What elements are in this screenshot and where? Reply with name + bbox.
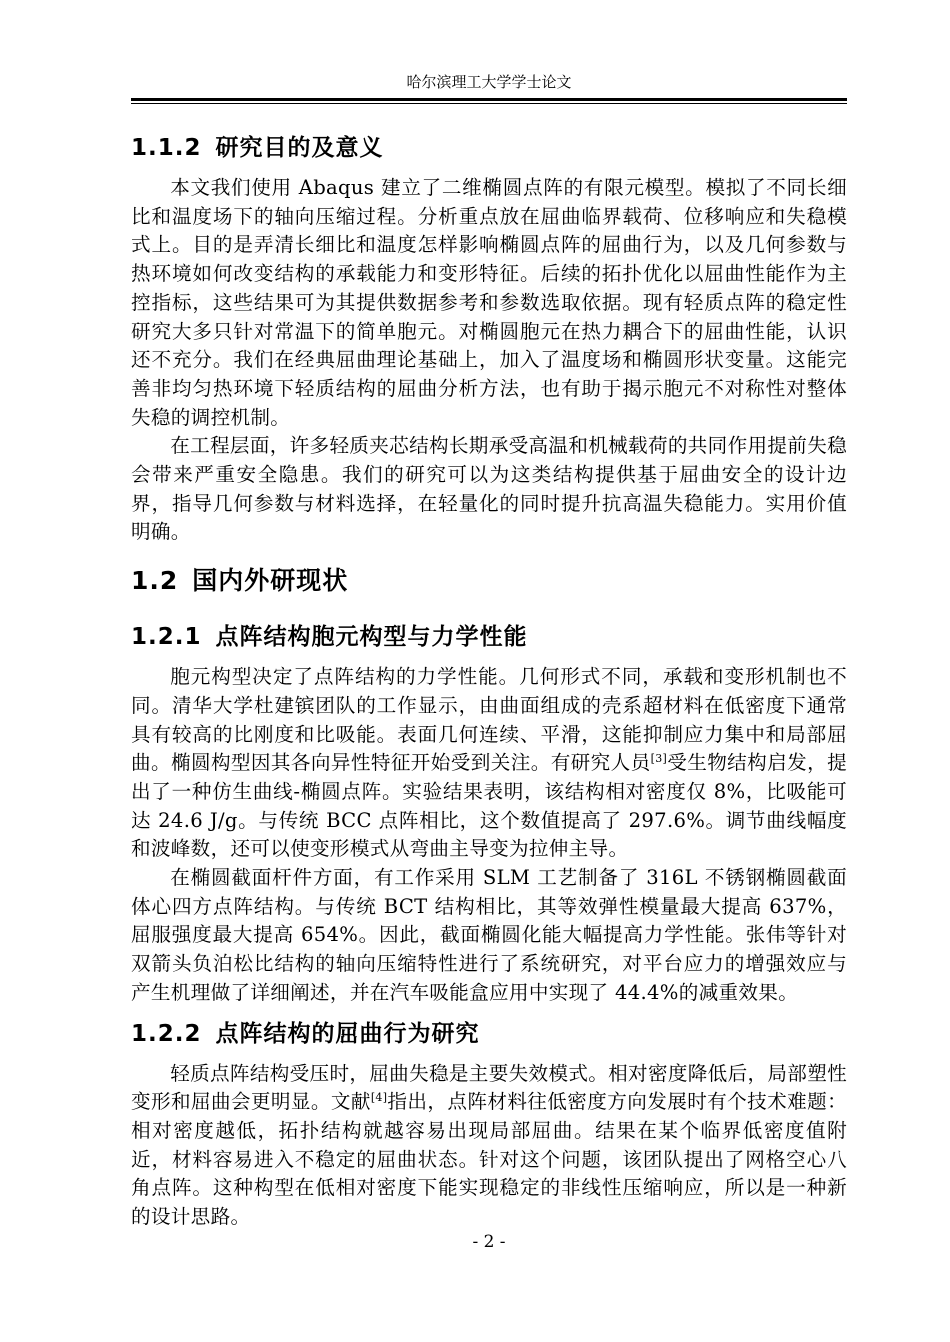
section-number: 1.2 bbox=[131, 566, 179, 596]
running-header: 哈尔滨理工大学学士论文 bbox=[406, 73, 572, 91]
paragraph-text: 指出，点阵材料往低密度方向发展时有个技术难题：相对密度越低，拓扑结构就越容易出现局部屈曲。结果在某个临界低密度值附近，材料容易进入不稳定的屈曲状态。针对这个问题，该团队提出了网格空心八角点阵。这种构型在低相对密度下能实现稳定的非线性压缩响应，所以是一种新的设计思路。 bbox=[131, 1090, 847, 1229]
citation-ref: [4] bbox=[370, 1091, 388, 1105]
paragraph-text: 胞元构型决定了点阵结构的力学性能。几何形式不同，承载和变形机制也不同。清华大学杜建镔团队的工作显示，由曲面组成的壳系超材料在低密度下通常具有较高的比刚度和比吸能。表面几何连续、平滑，这能抑制应力集中和局部屈曲。椭圆构型因其各向异性特征开始受到关注。有研究人员 bbox=[131, 665, 847, 775]
paragraph: 本文我们使用 Abaqus 建立了二维椭圆点阵的有限元模型。模拟了不同长细比和温度场下的轴向压缩过程。分析重点放在屈曲临界载荷、位移响应和失稳模式上。目的是弄清长细比和温度怎样影响椭圆点阵的屈曲行为，以及几何参数与热环境如何改变结构的承载能力和变形特征。后续的拓扑优化以屈曲性能作为主控指标，这些结果可为其提供数据参考和参数选取依据。现有轻质点阵的稳定性研究大多只针对常温下的简单胞元。对椭圆胞元在热力耦合下的屈曲性能，认识还不充分。我们在经典屈曲理论基础上，加入了温度场和椭圆形状变量。这能完善非均匀热环境下轻质结构的屈曲分析方法，也有助于揭示胞元不对称性对整体失稳的调控机制。 bbox=[131, 176, 847, 429]
section-number: 1.2.1 bbox=[131, 624, 202, 651]
paragraph: 在工程层面，许多轻质夹芯结构长期承受高温和机械载荷的共同作用提前失稳会带来严重安全隐患。我们的研究可以为这类结构提供基于屈曲安全的设计边界，指导几何参数与材料选择，在轻量化的同时提升抗高温失稳能力。实用价值明确。 bbox=[131, 434, 847, 544]
section-number: 1.2.2 bbox=[131, 1020, 202, 1047]
section-heading-1-2-2 bbox=[131, 1008, 847, 1060]
main-content bbox=[131, 122, 847, 1232]
section-heading-1-1-2 bbox=[131, 122, 847, 174]
paragraph bbox=[131, 1060, 847, 1232]
page-number: - 2 - bbox=[472, 1232, 506, 1252]
paragraph-text: 轻质点阵结构受压时，屈曲失稳是主要失效模式。相对密度降低后，局部塑性变形和屈曲会更明显。文献 bbox=[131, 1061, 847, 1114]
paragraph bbox=[131, 663, 847, 864]
paragraph: 在椭圆截面杆件方面，有工作采用 SLM 工艺制备了 316L 不锈钢椭圆截面体心四方点阵结构。与传统 BCT 结构相比，其等效弹性模量最大提高 637%，屈服强度最大提高 654%。因此，截面椭圆化能大幅提高力学性能。张伟等针对双箭头负泊松比结构的轴向压缩特性进行了系统研究，对平台应力的增强效应与产生机理做了详细阐述，并在汽车吸能盒应用中实现了 44.4%的减重效果。 bbox=[131, 866, 847, 1004]
section-heading-1-2-1 bbox=[131, 611, 847, 663]
section-title: 点阵结构的屈曲行为研究 bbox=[215, 1020, 480, 1047]
paragraph-text: 受生物结构启发，提出了一种仿生曲线-椭圆点阵。实验结果表明，该结构相对密度仅 8%，比吸能可达 24.6 J/g。与传统 BCC 点阵相比，这个数值提高了 297.6%。调节曲线幅度和波峰数，还可以使变形模式从弯曲主导变为拉伸主导。 bbox=[131, 751, 847, 861]
section-title: 点阵结构胞元构型与力学性能 bbox=[215, 624, 528, 651]
section-title: 国内外研现状 bbox=[192, 566, 349, 596]
section-number: 1.1.2 bbox=[131, 135, 202, 161]
header-rule-thick bbox=[131, 98, 847, 101]
citation-ref: [3] bbox=[650, 752, 668, 766]
header-rule-thin bbox=[131, 103, 847, 104]
section-heading-1-2 bbox=[131, 551, 847, 611]
section-title: 研究目的及意义 bbox=[215, 135, 384, 161]
